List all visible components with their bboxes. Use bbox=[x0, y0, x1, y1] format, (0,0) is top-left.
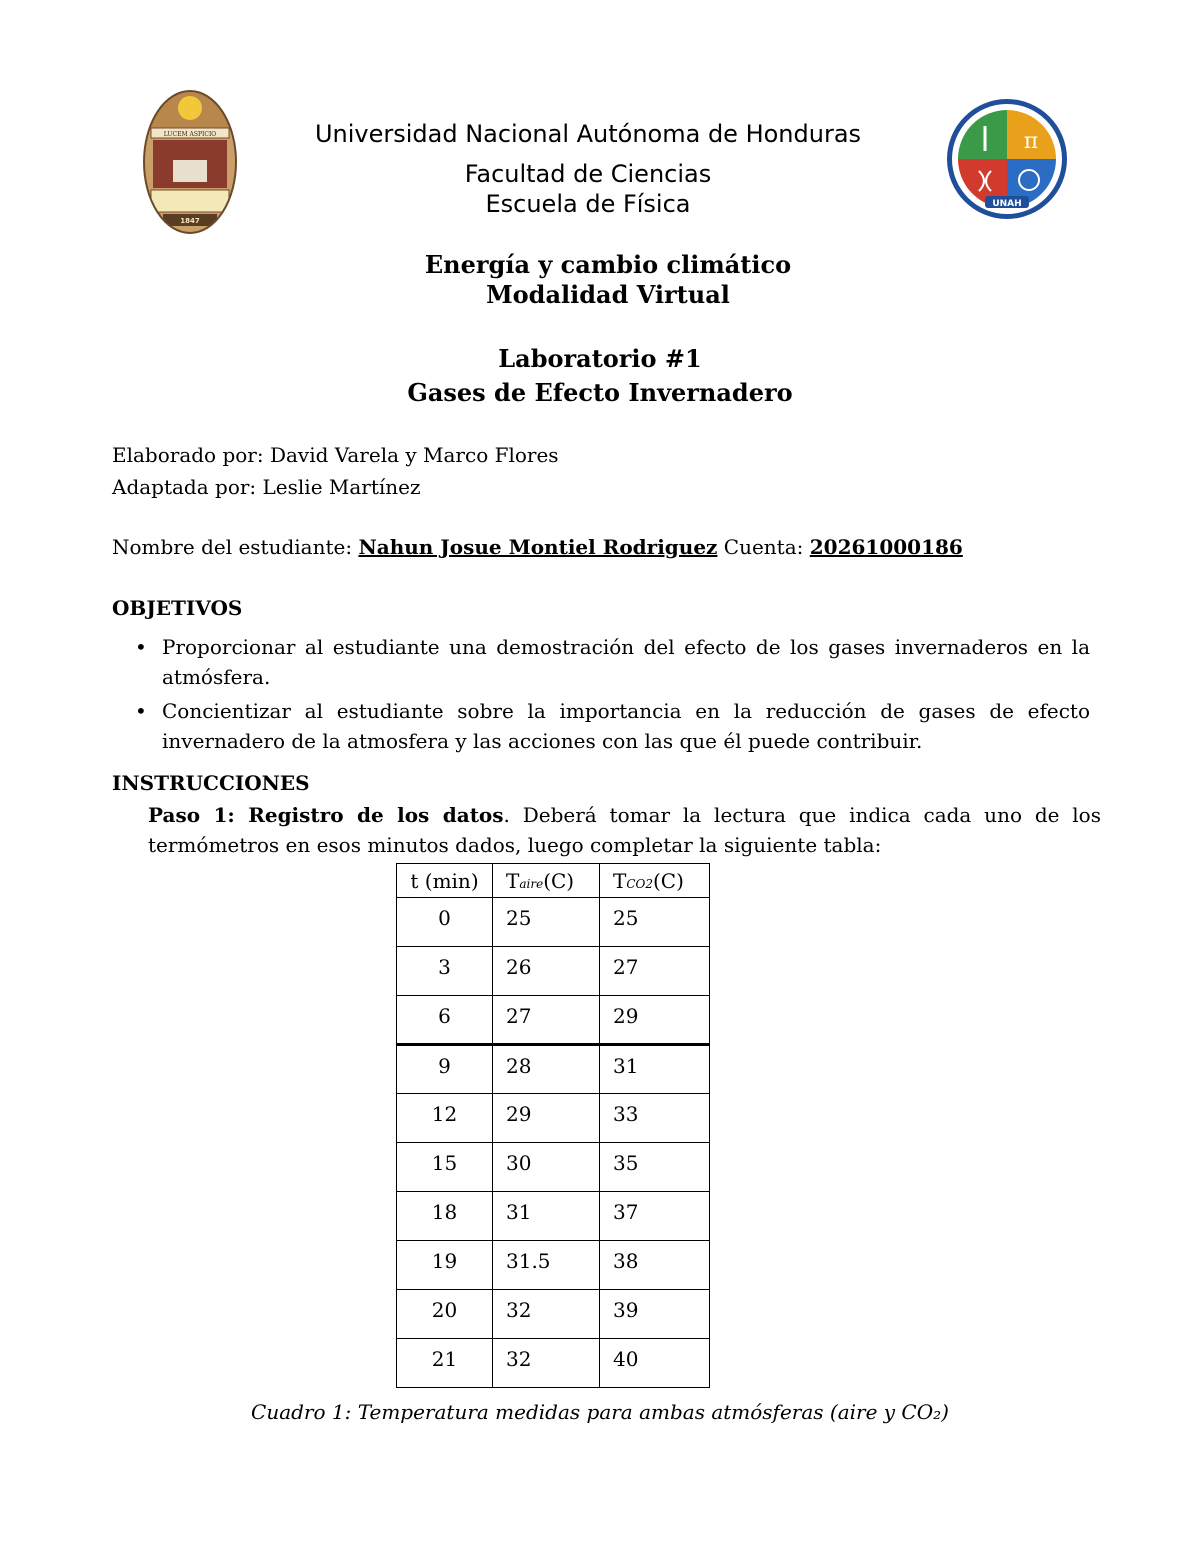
list-item: • Concientizar al estudiante sobre la importancia en la reducción de gases de efecto invernadero de la atmosfera y las acciones con las que él puede contribuir. bbox=[135, 696, 1090, 756]
step-1-paragraph bbox=[148, 800, 1101, 860]
cell-time: 21 bbox=[397, 1339, 493, 1388]
cell-air-temp: 29 bbox=[493, 1094, 600, 1143]
cell-co2-temp: 37 bbox=[600, 1192, 710, 1241]
account-label: Cuenta: bbox=[717, 535, 810, 559]
cell-co2-temp: 33 bbox=[600, 1094, 710, 1143]
temperature-table bbox=[396, 863, 710, 1388]
cell-air-temp: 32 bbox=[493, 1339, 600, 1388]
header-air: Taire(C) bbox=[493, 864, 600, 898]
university-name: Universidad Nacional Autónoma de Honduras bbox=[314, 120, 862, 148]
svg-text:π: π bbox=[1023, 129, 1039, 154]
instructions-heading: INSTRUCCIONES bbox=[112, 771, 310, 795]
cell-co2-temp: 39 bbox=[600, 1290, 710, 1339]
table-header-row bbox=[397, 864, 710, 898]
table-row bbox=[397, 947, 710, 996]
cell-time: 3 bbox=[397, 947, 493, 996]
cell-time: 9 bbox=[397, 1045, 493, 1094]
student-label: Nombre del estudiante: bbox=[112, 535, 359, 559]
cell-air-temp: 28 bbox=[493, 1045, 600, 1094]
cell-co2-temp: 35 bbox=[600, 1143, 710, 1192]
student-name: Nahun Josue Montiel Rodriguez bbox=[358, 535, 718, 559]
cell-time: 12 bbox=[397, 1094, 493, 1143]
lab-number-title: Laboratorio #1 bbox=[498, 344, 702, 373]
cell-co2-temp: 29 bbox=[600, 996, 710, 1045]
lab-name-title: Gases de Efecto Invernadero bbox=[407, 378, 793, 407]
cell-air-temp: 32 bbox=[493, 1290, 600, 1339]
cell-air-temp: 25 bbox=[493, 898, 600, 947]
cell-co2-temp: 31 bbox=[600, 1045, 710, 1094]
cell-time: 15 bbox=[397, 1143, 493, 1192]
cell-air-temp: 31 bbox=[493, 1192, 600, 1241]
table-row bbox=[397, 1143, 710, 1192]
adapted-by-line: Adaptada por: Leslie Martínez bbox=[112, 475, 421, 499]
cell-co2-temp: 38 bbox=[600, 1241, 710, 1290]
table-row bbox=[397, 1241, 710, 1290]
table-row bbox=[397, 898, 710, 947]
cell-co2-temp: 40 bbox=[600, 1339, 710, 1388]
cell-time: 0 bbox=[397, 898, 493, 947]
table-row bbox=[397, 1045, 710, 1094]
account-number: 20261000186 bbox=[809, 535, 963, 559]
faculty-logo-unah: UNAH bbox=[992, 199, 1022, 209]
cell-air-temp: 26 bbox=[493, 947, 600, 996]
cell-time: 19 bbox=[397, 1241, 493, 1290]
header-time: t (min) bbox=[397, 864, 493, 898]
objectives-list bbox=[135, 632, 1090, 760]
cell-air-temp: 30 bbox=[493, 1143, 600, 1192]
list-item: • Proporcionar al estudiante una demostración del efecto de los gases invernaderos en la atmósfera. bbox=[135, 632, 1090, 692]
faculty-name: Facultad de Ciencias bbox=[464, 160, 712, 188]
student-line bbox=[112, 535, 963, 559]
school-name: Escuela de Física bbox=[485, 190, 691, 218]
crest-motto: LUCEM ASPICIO bbox=[163, 131, 217, 138]
table-row bbox=[397, 1192, 710, 1241]
step-1-title: Paso 1: Registro de los datos bbox=[148, 803, 504, 827]
objectives-heading: OBJETIVOS bbox=[112, 596, 243, 620]
table-caption: Cuadro 1: Temperatura medidas para ambas atmósferas (aire y CO₂) bbox=[251, 1400, 949, 1424]
modality-title: Modalidad Virtual bbox=[486, 280, 730, 309]
table-row bbox=[397, 1290, 710, 1339]
cell-air-temp: 31.5 bbox=[493, 1241, 600, 1290]
table-row bbox=[397, 996, 710, 1045]
step-1-text: . Deberá tomar la lectura que indica cada uno de los termómetros en esos minutos dados, luego completar la siguiente tabla: bbox=[148, 803, 1101, 857]
cell-co2-temp: 27 bbox=[600, 947, 710, 996]
crest-year: 1847 bbox=[180, 217, 200, 225]
made-by-line: Elaborado por: David Varela y Marco Flores bbox=[112, 443, 559, 467]
course-title: Energía y cambio climático bbox=[424, 250, 792, 279]
cell-time: 20 bbox=[397, 1290, 493, 1339]
cell-air-temp: 27 bbox=[493, 996, 600, 1045]
table-row bbox=[397, 1339, 710, 1388]
cell-co2-temp: 25 bbox=[600, 898, 710, 947]
header-co2: TCO2(C) bbox=[600, 864, 710, 898]
cell-time: 18 bbox=[397, 1192, 493, 1241]
cell-time: 6 bbox=[397, 996, 493, 1045]
table-row bbox=[397, 1094, 710, 1143]
